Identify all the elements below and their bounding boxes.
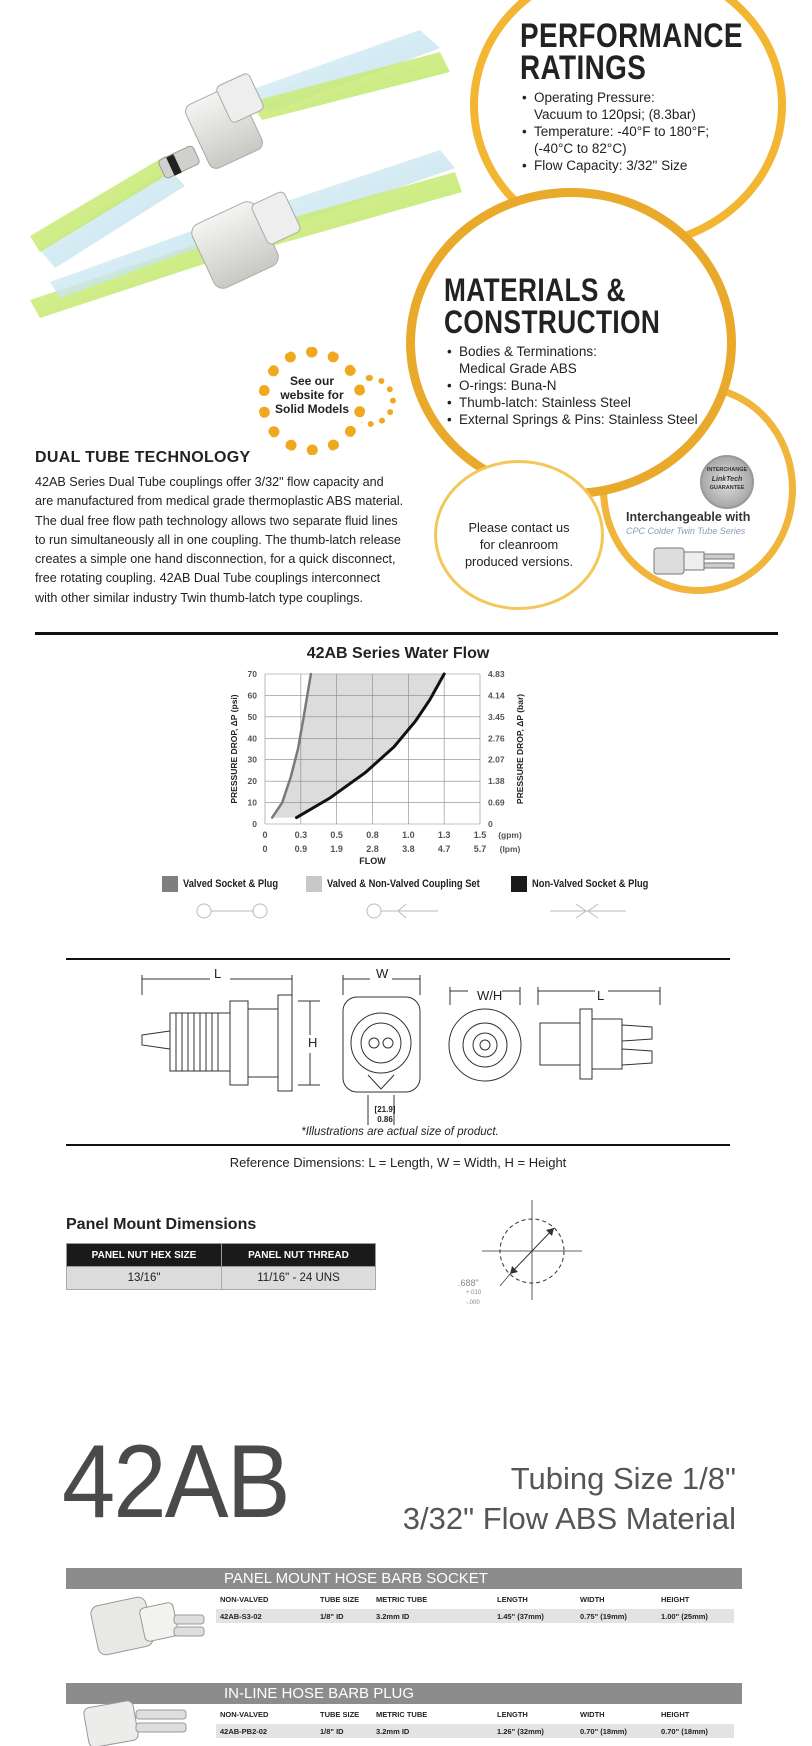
legend-swatch xyxy=(511,876,527,892)
performance-item: • Operating Pressure: xyxy=(520,89,750,106)
chart-title: 42AB Series Water Flow xyxy=(306,645,490,662)
table-cell: 42AB-S3-02 xyxy=(220,1612,262,1621)
valved-coupling-symbol-icon xyxy=(190,900,274,922)
y-tick-psi: 0 xyxy=(252,819,257,829)
dim-width-height-label: W/H xyxy=(477,988,503,1003)
dim-length-label: L xyxy=(214,966,222,981)
x-tick-lpm: 3.8 xyxy=(402,844,415,854)
column-header: HEIGHT xyxy=(661,1595,690,1604)
body-line: 42AB Series Dual Tube couplings offer 3/32" flow capacity and xyxy=(35,475,384,489)
table-row xyxy=(216,1609,734,1623)
x-tick-gpm: 1.5 xyxy=(473,830,487,840)
water-flow-chart xyxy=(220,662,600,877)
performance-list xyxy=(520,89,750,174)
drawing-divider-top xyxy=(66,958,730,960)
cutout-tol: +.010 xyxy=(466,1290,482,1296)
non-valved-symbol-icon xyxy=(546,900,630,922)
dim-width-label: W xyxy=(376,966,389,981)
table-row xyxy=(216,1724,734,1738)
materials-title xyxy=(444,274,660,338)
performance-item-cont: Vacuum to 120psi; (8.3bar) xyxy=(534,107,696,122)
x-unit-gpm: (gpm) xyxy=(498,830,522,840)
drawing-note: *Illustrations are actual size of product. xyxy=(301,1126,499,1138)
table-cell: 1.45" (37mm) xyxy=(497,1612,544,1621)
product-tagline-1: Tubing Size 1/8" xyxy=(510,1461,736,1496)
body-line: The dual free flow path technology allows two separate fluid lines xyxy=(35,513,398,528)
y-tick-psi: 70 xyxy=(247,669,257,679)
body-line: with other similar industry Twin thumb-latch type couplings. xyxy=(35,590,364,605)
legend-swatch xyxy=(162,876,178,892)
y-tick-psi: 60 xyxy=(247,690,257,701)
column-header: TUBE SIZE xyxy=(320,1595,360,1604)
materials-item: • O-rings: Buna-N xyxy=(445,377,715,394)
cleanroom-text: Please contact us for cleanroom produced versions. xyxy=(464,520,574,569)
x-tick-lpm: 5.7 xyxy=(473,844,487,854)
reference-dimensions: Reference Dimensions: L = Length, W = Width, H = Height xyxy=(229,1155,567,1170)
x-tick-lpm: 1.9 xyxy=(330,844,343,854)
body-line: are manufactured from medical grade thermoplastic ABS material. xyxy=(35,494,404,509)
materials-title-line1: MATERIALS & xyxy=(444,272,626,308)
y-tick-psi: 20 xyxy=(247,776,257,787)
legend-label: Valved & Non-Valved Coupling Set xyxy=(327,878,480,890)
panel-header-hex: PANEL NUT HEX SIZE xyxy=(67,1244,222,1267)
table-cell: 1/8" ID xyxy=(320,1727,344,1736)
column-header: METRIC TUBE xyxy=(376,1710,428,1719)
x-axis-label: FLOW xyxy=(359,856,386,866)
materials-item: • Bodies & Terminations: xyxy=(445,343,715,360)
column-header: NON-VALVED xyxy=(220,1710,269,1719)
materials-item-cont: Medical Grade ABS xyxy=(459,361,577,376)
interchange-title: Interchangeable with xyxy=(626,510,751,524)
drawing-divider-bottom xyxy=(66,1144,730,1146)
materials-item: • Thumb-latch: Stainless Steel xyxy=(445,394,715,411)
column-header: HEIGHT xyxy=(661,1710,690,1719)
coupling-set-symbol-icon xyxy=(360,900,444,922)
panel-cell-hex: 13/16" xyxy=(67,1267,222,1290)
mini-coupling-icon xyxy=(650,540,740,582)
dual-tube-body xyxy=(35,473,435,608)
y-tick-bar: 3.45 xyxy=(488,711,505,722)
performance-title-line1: PERFORMANCE xyxy=(520,17,743,55)
x-tick-gpm: 0.8 xyxy=(366,830,379,840)
performance-title xyxy=(520,17,743,87)
x-tick-gpm: 1.3 xyxy=(437,830,451,840)
table-cell: 3.2mm ID xyxy=(376,1727,410,1736)
x-tick-lpm: 0.9 xyxy=(294,844,308,854)
seal-line1: INTERCHANGE xyxy=(706,467,748,473)
cutout-dimension xyxy=(458,1278,481,1308)
column-header: NON-VALVED xyxy=(220,1595,269,1604)
performance-item: • Flow Capacity: 3/32" Size xyxy=(520,157,750,174)
seal-line2: LinkTech xyxy=(711,476,743,483)
y-tick-bar: 2.07 xyxy=(488,754,505,765)
panel-cell-thread: 11/16" - 24 UNS xyxy=(222,1267,376,1290)
materials-title-line2: CONSTRUCTION xyxy=(444,304,661,340)
table-cell: 3.2mm ID xyxy=(376,1612,410,1621)
panel-cutout-diagram xyxy=(470,1196,590,1316)
table-cell: 1.00" (25mm) xyxy=(661,1612,708,1621)
panel-mount-table xyxy=(66,1243,376,1290)
y-tick-psi: 10 xyxy=(247,797,257,808)
legend-swatch xyxy=(306,876,322,892)
y-tick-psi: 50 xyxy=(247,711,257,722)
dim-mm: [21.9] xyxy=(374,1105,396,1114)
materials-list xyxy=(445,343,715,428)
performance-item-cont: (-40°C to 82°C) xyxy=(534,141,627,156)
x-tick-lpm: 2.8 xyxy=(366,844,379,854)
seal-line3: GUARANTEE xyxy=(709,485,745,491)
y-tick-psi: 40 xyxy=(247,733,257,744)
y-tick-psi: 30 xyxy=(247,754,257,765)
coupling-product-photo xyxy=(0,0,470,330)
body-line: free rotating coupling. 42AB Dual Tube couplings interconnect xyxy=(35,571,381,586)
dual-tube-title: DUAL TUBE TECHNOLOGY xyxy=(35,449,251,466)
performance-item: • Temperature: -40°F to 180°F; xyxy=(520,123,750,140)
x-unit-lpm: (lpm) xyxy=(499,844,521,854)
table-cell: 1.26" (32mm) xyxy=(497,1727,544,1736)
section-divider xyxy=(35,632,778,635)
dim-clip-width xyxy=(370,1105,400,1125)
body-line: creates a simple one hand disconnection, for a quick disconnect, xyxy=(35,552,396,567)
dim-length2-label: L xyxy=(597,988,605,1003)
x-tick-gpm: 0.3 xyxy=(294,830,308,840)
y-tick-bar: 0 xyxy=(488,819,493,829)
column-header: TUBE SIZE xyxy=(320,1710,360,1719)
solid-models-link[interactable]: See our website for Solid Models xyxy=(274,374,349,416)
x-tick-lpm: 0 xyxy=(262,844,268,854)
table-cell: 0.70" (18mm) xyxy=(580,1727,627,1736)
interchange-subtitle: CPC Colder Twin Tube Series xyxy=(626,526,746,536)
panel-header-thread: PANEL NUT THREAD xyxy=(222,1244,376,1267)
column-header: LENGTH xyxy=(497,1710,528,1719)
column-header: METRIC TUBE xyxy=(376,1595,428,1604)
plug-table-title: IN-LINE HOSE BARB PLUG xyxy=(216,1683,742,1704)
materials-item: • External Springs & Pins: Stainless Steel xyxy=(445,411,715,428)
column-header: WIDTH xyxy=(580,1595,605,1604)
y-tick-bar: 4.83 xyxy=(488,669,505,679)
dim-height-label: H xyxy=(308,1035,318,1050)
plug-product-photo xyxy=(66,1690,216,1746)
cutout-dim: .688" xyxy=(458,1278,479,1288)
x-tick-gpm: 0 xyxy=(262,830,268,840)
interchange-seal-icon xyxy=(700,455,754,509)
table-cell: 0.70" (18mm) xyxy=(661,1727,708,1736)
x-tick-gpm: 1.0 xyxy=(402,830,415,840)
y-tick-bar: 2.76 xyxy=(488,733,505,744)
y-axis-label-left: PRESSURE DROP, ΔP (psi) xyxy=(229,694,239,804)
y-tick-bar: 0.69 xyxy=(488,797,505,808)
legend-label: Non-Valved Socket & Plug xyxy=(532,878,649,890)
table-cell: 1/8" ID xyxy=(320,1612,344,1621)
legend-label: Valved Socket & Plug xyxy=(183,878,279,890)
product-tagline-2: 3/32" Flow ABS Material xyxy=(402,1501,736,1536)
panel-mount-title: Panel Mount Dimensions xyxy=(66,1216,257,1233)
y-tick-bar: 4.14 xyxy=(488,690,505,701)
socket-product-photo xyxy=(66,1575,216,1665)
y-axis-label-right: PRESSURE DROP, ΔP (bar) xyxy=(515,693,525,805)
body-line: to run simultaneously all in one coupling. The thumb-latch release xyxy=(35,532,401,547)
column-header: LENGTH xyxy=(497,1595,528,1604)
column-header: WIDTH xyxy=(580,1710,605,1719)
table-cell: 42AB-PB2-02 xyxy=(220,1727,268,1736)
x-tick-lpm: 4.7 xyxy=(437,844,451,854)
y-tick-bar: 1.38 xyxy=(488,776,505,787)
table-cell: 0.75" (19mm) xyxy=(580,1612,627,1621)
performance-title-line2: RATINGS xyxy=(520,49,647,87)
x-tick-gpm: 0.5 xyxy=(330,830,343,840)
product-code: 42AB xyxy=(62,1424,289,1540)
technical-drawing xyxy=(130,965,670,1130)
socket-table-title: PANEL MOUNT HOSE BARB SOCKET xyxy=(216,1568,742,1589)
cutout-tol2: -.000 xyxy=(466,1300,480,1306)
dim-in: 0.86 xyxy=(377,1115,393,1124)
